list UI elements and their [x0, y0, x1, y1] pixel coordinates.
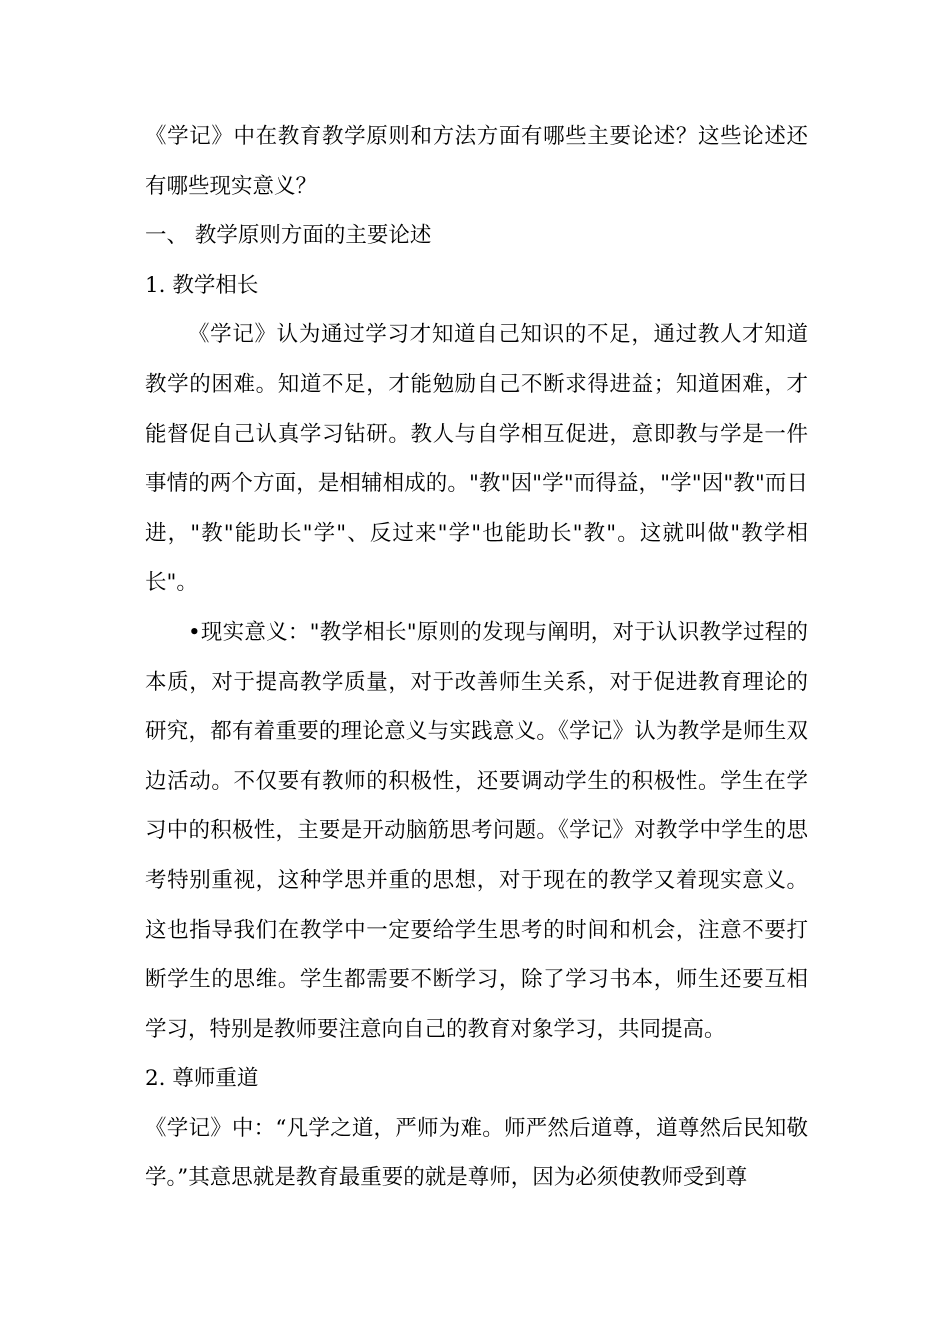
subsection-heading-2: 2. 尊师重道	[145, 1066, 259, 1092]
question-text: 《学记》中在教育教学原则和方法方面有哪些主要论述？这些论述还有哪些现实意义？	[145, 124, 808, 199]
section-heading: 一、 教学原则方面的主要论述	[145, 223, 432, 249]
paragraph-practical-significance: •现实意义："教学相长"原则的发现与阐明，对于认识教学过程的本质，对于提高教学质量，对于改善师生关系，对于促进教育理论的研究，都有着重要的理论意义与实践意义。《学记》认为教学是师生双边活动。不仅要有教师的积极性，还要调动学生的积极性。学生在学习中的积极性，主要是开动脑筋思考问题。《学记》对教学中学生的思考特别重视，这种学思并重的思想，对于现在的教学又着现实意义。这也指导我们在教学中一定要给学生思考的时间和机会，注意不要打断学生的思维。学生都需要不断学习，除了学习书本，师生还要互相学习，特别是教师要注意向自己的教育对象学习，共同提高。	[145, 619, 808, 1042]
subsection-heading-1: 1. 教学相长	[145, 272, 259, 298]
paragraph-teaching-learning: 《学记》认为通过学习才知道自己知识的不足，通过教人才知道教学的困难。知道不足，才能勉励自己不断求得进益；知道困难，才能督促自己认真学习钻研。教人与自学相互促进，意即教与学是一件事情的两个方面，是相辅相成的。"教"因"学"而得益，"学"因"教"而日进，"教"能助长"学"、反过来"学"也能助长"教"。这就叫做"教学相长"。	[145, 322, 808, 596]
document-body	[145, 112, 808, 1203]
paragraph-respect-teachers: 《学记》中：“凡学之道，严师为难。师严然后道尊，道尊然后民知敬学。”其意思就是教育最重要的就是尊师，因为必须使教师受到尊	[145, 1115, 808, 1191]
